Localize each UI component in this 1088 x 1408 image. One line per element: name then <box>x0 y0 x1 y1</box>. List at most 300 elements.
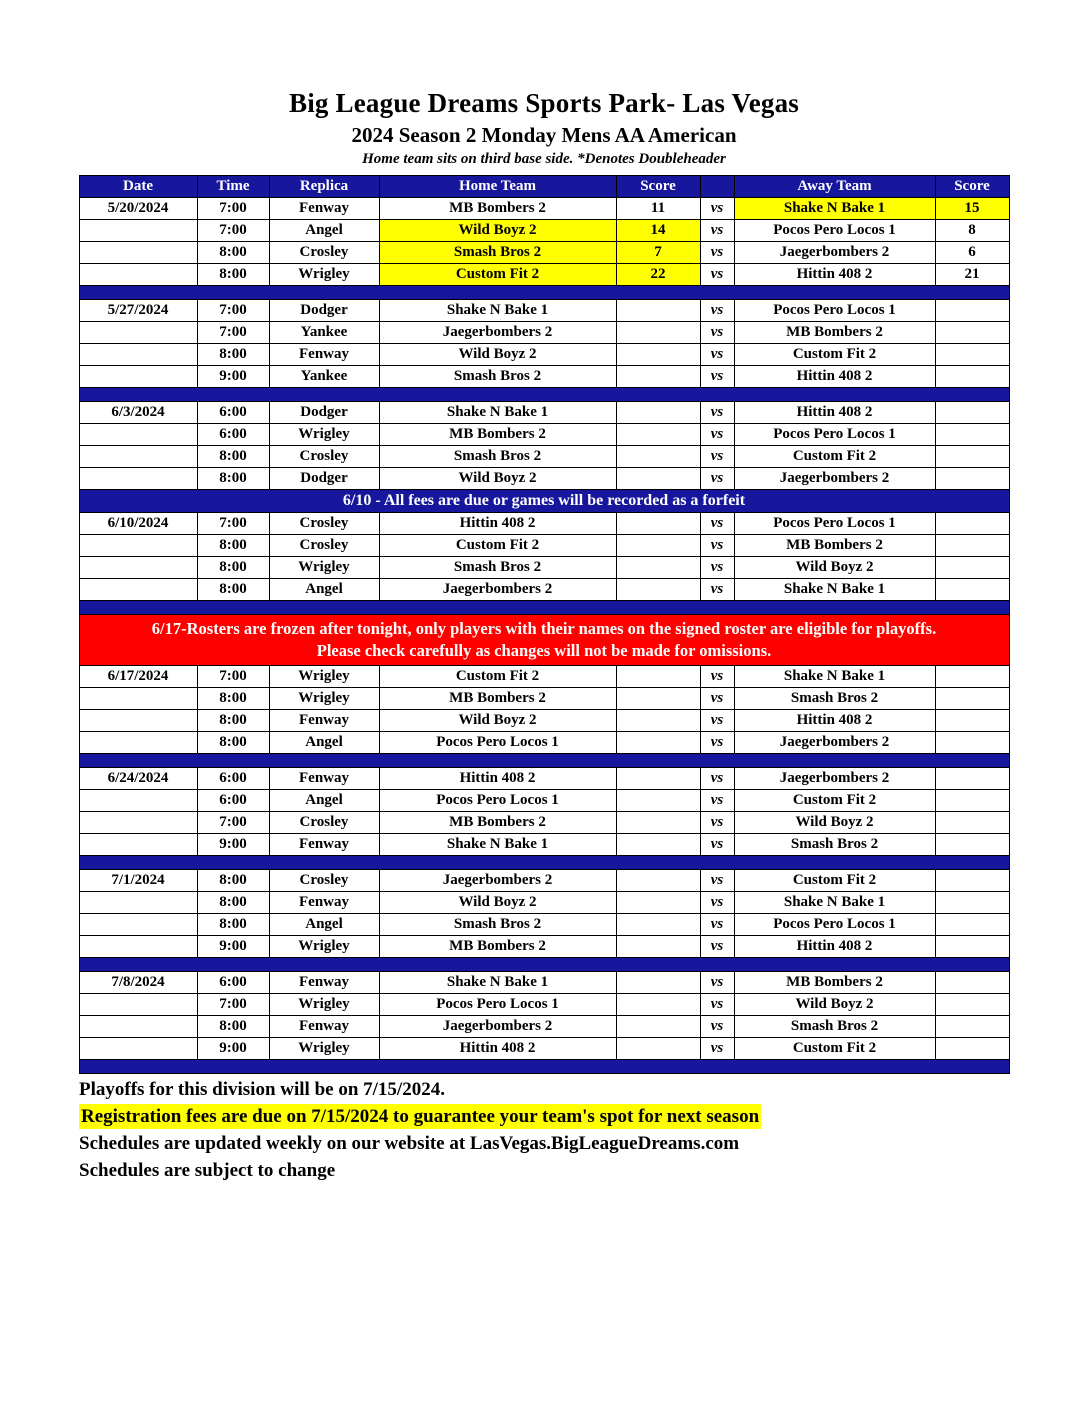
cell-time: 7:00 <box>197 198 269 220</box>
cell-date <box>79 710 197 732</box>
cell-replica: Fenway <box>269 1016 379 1038</box>
cell-vs: vs <box>700 914 734 936</box>
cell-home-score <box>616 468 700 490</box>
cell-time: 7:00 <box>197 994 269 1016</box>
spacer-row <box>79 856 1009 870</box>
cell-away-team: MB Bombers 2 <box>734 972 935 994</box>
spacer-row <box>79 388 1009 402</box>
cell-home-score: 22 <box>616 264 700 286</box>
cell-home-team: Wild Boyz 2 <box>379 220 616 242</box>
table-row <box>79 870 1009 892</box>
cell-date: 5/20/2024 <box>79 198 197 220</box>
cell-home-team: Hittin 408 2 <box>379 1038 616 1060</box>
cell-home-team: Jaegerbombers 2 <box>379 870 616 892</box>
cell-replica: Wrigley <box>269 936 379 958</box>
cell-home-score: 11 <box>616 198 700 220</box>
spacer-cell <box>79 754 1009 768</box>
cell-away-score <box>935 557 1009 579</box>
cell-time: 8:00 <box>197 732 269 754</box>
table-row <box>79 366 1009 388</box>
cell-away-team: Custom Fit 2 <box>734 344 935 366</box>
cell-home-team: Hittin 408 2 <box>379 768 616 790</box>
cell-away-team: Pocos Pero Locos 1 <box>734 914 935 936</box>
cell-time: 9:00 <box>197 834 269 856</box>
cell-home-score <box>616 688 700 710</box>
cell-date: 6/17/2024 <box>79 666 197 688</box>
cell-away-score <box>935 535 1009 557</box>
table-row <box>79 790 1009 812</box>
cell-home-team: MB Bombers 2 <box>379 936 616 958</box>
cell-home-score <box>616 666 700 688</box>
cell-away-score <box>935 892 1009 914</box>
cell-replica: Wrigley <box>269 1038 379 1060</box>
cell-replica: Wrigley <box>269 994 379 1016</box>
table-row <box>79 936 1009 958</box>
cell-date <box>79 557 197 579</box>
cell-date <box>79 424 197 446</box>
cell-home-team: Smash Bros 2 <box>379 242 616 264</box>
cell-vs: vs <box>700 513 734 535</box>
table-row <box>79 688 1009 710</box>
table-row <box>79 579 1009 601</box>
cell-vs: vs <box>700 732 734 754</box>
cell-time: 8:00 <box>197 870 269 892</box>
cell-date <box>79 1038 197 1060</box>
cell-away-team: Wild Boyz 2 <box>734 994 935 1016</box>
cell-away-score <box>935 834 1009 856</box>
cell-replica: Wrigley <box>269 666 379 688</box>
cell-home-team: Custom Fit 2 <box>379 264 616 286</box>
cell-away-team: Pocos Pero Locos 1 <box>734 220 935 242</box>
spacer-cell <box>79 601 1009 615</box>
table-row <box>79 768 1009 790</box>
cell-away-team: Shake N Bake 1 <box>734 579 935 601</box>
cell-away-score <box>935 812 1009 834</box>
cell-vs: vs <box>700 557 734 579</box>
cell-replica: Fenway <box>269 768 379 790</box>
cell-away-team: Smash Bros 2 <box>734 834 935 856</box>
cell-away-score <box>935 468 1009 490</box>
cell-vs: vs <box>700 870 734 892</box>
cell-home-team: Smash Bros 2 <box>379 446 616 468</box>
cell-home-score <box>616 936 700 958</box>
cell-time: 7:00 <box>197 513 269 535</box>
cell-away-team: Pocos Pero Locos 1 <box>734 424 935 446</box>
cell-vs: vs <box>700 242 734 264</box>
cell-replica: Fenway <box>269 892 379 914</box>
cell-date <box>79 732 197 754</box>
cell-home-score <box>616 300 700 322</box>
alert-banner-row <box>79 615 1009 666</box>
table-row <box>79 710 1009 732</box>
cell-home-team: Custom Fit 2 <box>379 535 616 557</box>
cell-date <box>79 994 197 1016</box>
table-row <box>79 220 1009 242</box>
cell-away-team: Jaegerbombers 2 <box>734 242 935 264</box>
spacer-cell <box>79 958 1009 972</box>
cell-time: 7:00 <box>197 812 269 834</box>
table-body <box>79 198 1009 1074</box>
cell-time: 9:00 <box>197 1038 269 1060</box>
cell-date <box>79 220 197 242</box>
cell-vs: vs <box>700 264 734 286</box>
cell-away-team: Wild Boyz 2 <box>734 812 935 834</box>
cell-date <box>79 264 197 286</box>
cell-home-score <box>616 366 700 388</box>
cell-home-score <box>616 535 700 557</box>
cell-vs: vs <box>700 402 734 424</box>
cell-time: 8:00 <box>197 446 269 468</box>
cell-date: 6/10/2024 <box>79 513 197 535</box>
column-header-away-team: Away Team <box>734 176 935 198</box>
cell-vs: vs <box>700 994 734 1016</box>
cell-vs: vs <box>700 300 734 322</box>
schedule-table <box>79 175 1010 1074</box>
cell-home-team: Jaegerbombers 2 <box>379 579 616 601</box>
table-row <box>79 666 1009 688</box>
cell-replica: Dodger <box>269 402 379 424</box>
cell-vs: vs <box>700 768 734 790</box>
cell-away-score: 21 <box>935 264 1009 286</box>
cell-vs: vs <box>700 972 734 994</box>
spacer-row <box>79 754 1009 768</box>
cell-home-score <box>616 768 700 790</box>
cell-home-team: Wild Boyz 2 <box>379 344 616 366</box>
table-row <box>79 972 1009 994</box>
cell-date <box>79 790 197 812</box>
cell-time: 8:00 <box>197 688 269 710</box>
cell-date <box>79 242 197 264</box>
cell-away-team: Custom Fit 2 <box>734 1038 935 1060</box>
cell-away-score <box>935 322 1009 344</box>
cell-vs: vs <box>700 366 734 388</box>
cell-vs: vs <box>700 892 734 914</box>
cell-replica: Fenway <box>269 710 379 732</box>
cell-away-team: MB Bombers 2 <box>734 322 935 344</box>
cell-away-score <box>935 710 1009 732</box>
table-row <box>79 300 1009 322</box>
table-row <box>79 1038 1009 1060</box>
table-row <box>79 994 1009 1016</box>
cell-time: 8:00 <box>197 557 269 579</box>
footer-website: Schedules are updated weekly on our website at LasVegas.BigLeagueDreams.com <box>79 1133 740 1154</box>
cell-away-team: Smash Bros 2 <box>734 688 935 710</box>
cell-home-team: Smash Bros 2 <box>379 557 616 579</box>
cell-home-team: MB Bombers 2 <box>379 198 616 220</box>
cell-away-team: Pocos Pero Locos 1 <box>734 300 935 322</box>
cell-away-score <box>935 936 1009 958</box>
cell-home-team: MB Bombers 2 <box>379 688 616 710</box>
cell-home-team: Jaegerbombers 2 <box>379 1016 616 1038</box>
column-header-replica: Replica <box>269 176 379 198</box>
table-row <box>79 402 1009 424</box>
cell-home-score <box>616 972 700 994</box>
table-row <box>79 1016 1009 1038</box>
cell-time: 8:00 <box>197 1016 269 1038</box>
column-header-vs <box>700 176 734 198</box>
cell-replica: Crosley <box>269 812 379 834</box>
spacer-cell <box>79 388 1009 402</box>
cell-date: 7/8/2024 <box>79 972 197 994</box>
cell-away-team: MB Bombers 2 <box>734 535 935 557</box>
column-header-date: Date <box>79 176 197 198</box>
column-header-home-score: Score <box>616 176 700 198</box>
cell-time: 6:00 <box>197 424 269 446</box>
cell-away-team: Hittin 408 2 <box>734 710 935 732</box>
cell-home-team: Wild Boyz 2 <box>379 468 616 490</box>
cell-replica: Angel <box>269 790 379 812</box>
column-header-away-score: Score <box>935 176 1009 198</box>
cell-away-team: Shake N Bake 1 <box>734 892 935 914</box>
table-row <box>79 535 1009 557</box>
cell-away-score <box>935 579 1009 601</box>
cell-away-team: Hittin 408 2 <box>734 402 935 424</box>
cell-date <box>79 446 197 468</box>
cell-home-team: Custom Fit 2 <box>379 666 616 688</box>
cell-date <box>79 344 197 366</box>
cell-away-score <box>935 972 1009 994</box>
cell-away-score <box>935 914 1009 936</box>
cell-replica: Fenway <box>269 344 379 366</box>
cell-replica: Fenway <box>269 198 379 220</box>
cell-date: 5/27/2024 <box>79 300 197 322</box>
cell-home-score <box>616 870 700 892</box>
cell-away-team: Pocos Pero Locos 1 <box>734 513 935 535</box>
cell-away-team: Wild Boyz 2 <box>734 557 935 579</box>
cell-home-team: Shake N Bake 1 <box>379 834 616 856</box>
cell-vs: vs <box>700 535 734 557</box>
cell-time: 6:00 <box>197 402 269 424</box>
cell-date <box>79 579 197 601</box>
table-row <box>79 264 1009 286</box>
spacer-row <box>79 958 1009 972</box>
cell-home-score <box>616 994 700 1016</box>
cell-away-score <box>935 732 1009 754</box>
table-header-row <box>79 176 1009 198</box>
cell-home-score <box>616 446 700 468</box>
cell-time: 8:00 <box>197 242 269 264</box>
cell-away-team: Jaegerbombers 2 <box>734 732 935 754</box>
notice-banner-row <box>79 490 1009 513</box>
cell-replica: Angel <box>269 579 379 601</box>
cell-vs: vs <box>700 446 734 468</box>
alert-banner-text: 6/17-Rosters are frozen after tonight, only players with their names on the signed roster are eligible for playoffs. Please check carefully as changes will not be made for omissions. <box>79 615 1009 666</box>
spacer-row <box>79 286 1009 300</box>
table-row <box>79 198 1009 220</box>
table-row <box>79 513 1009 535</box>
spacer-row <box>79 601 1009 615</box>
cell-date <box>79 892 197 914</box>
cell-away-team: Shake N Bake 1 <box>734 666 935 688</box>
cell-home-team: Pocos Pero Locos 1 <box>379 994 616 1016</box>
cell-away-score <box>935 870 1009 892</box>
cell-vs: vs <box>700 1016 734 1038</box>
cell-away-score <box>935 366 1009 388</box>
cell-home-score <box>616 579 700 601</box>
cell-vs: vs <box>700 710 734 732</box>
cell-away-score <box>935 513 1009 535</box>
cell-home-score: 14 <box>616 220 700 242</box>
table-row <box>79 892 1009 914</box>
table-row <box>79 424 1009 446</box>
spacer-row <box>79 1060 1009 1074</box>
table-row <box>79 468 1009 490</box>
cell-time: 7:00 <box>197 220 269 242</box>
cell-home-team: Shake N Bake 1 <box>379 300 616 322</box>
cell-replica: Crosley <box>269 870 379 892</box>
cell-home-team: Wild Boyz 2 <box>379 710 616 732</box>
cell-home-team: MB Bombers 2 <box>379 424 616 446</box>
cell-vs: vs <box>700 468 734 490</box>
footer-playoffs: Playoffs for this division will be on 7/15/2024. <box>79 1079 445 1100</box>
cell-vs: vs <box>700 322 734 344</box>
cell-date: 7/1/2024 <box>79 870 197 892</box>
cell-away-score <box>935 768 1009 790</box>
cell-away-team: Custom Fit 2 <box>734 790 935 812</box>
footer-notes <box>79 1077 1009 1183</box>
cell-away-score <box>935 666 1009 688</box>
cell-time: 8:00 <box>197 710 269 732</box>
cell-away-score: 15 <box>935 198 1009 220</box>
cell-away-score: 6 <box>935 242 1009 264</box>
cell-home-team: Smash Bros 2 <box>379 914 616 936</box>
cell-date <box>79 688 197 710</box>
cell-replica: Angel <box>269 914 379 936</box>
table-row <box>79 557 1009 579</box>
cell-home-team: Smash Bros 2 <box>379 366 616 388</box>
cell-home-team: Jaegerbombers 2 <box>379 322 616 344</box>
cell-time: 8:00 <box>197 468 269 490</box>
cell-replica: Wrigley <box>269 424 379 446</box>
table-row <box>79 344 1009 366</box>
cell-away-team: Shake N Bake 1 <box>734 198 935 220</box>
cell-time: 8:00 <box>197 264 269 286</box>
table-row <box>79 446 1009 468</box>
cell-home-score <box>616 914 700 936</box>
cell-replica: Angel <box>269 220 379 242</box>
cell-date: 6/3/2024 <box>79 402 197 424</box>
cell-vs: vs <box>700 688 734 710</box>
cell-replica: Wrigley <box>269 264 379 286</box>
cell-time: 7:00 <box>197 322 269 344</box>
cell-away-score <box>935 424 1009 446</box>
cell-time: 6:00 <box>197 768 269 790</box>
table-row <box>79 242 1009 264</box>
cell-replica: Crosley <box>269 446 379 468</box>
cell-home-team: Shake N Bake 1 <box>379 972 616 994</box>
cell-replica: Dodger <box>269 468 379 490</box>
cell-home-score <box>616 1016 700 1038</box>
cell-replica: Yankee <box>269 322 379 344</box>
cell-replica: Fenway <box>269 834 379 856</box>
cell-vs: vs <box>700 220 734 242</box>
cell-away-score <box>935 994 1009 1016</box>
cell-home-score <box>616 1038 700 1060</box>
cell-away-team: Hittin 408 2 <box>734 264 935 286</box>
spacer-cell <box>79 286 1009 300</box>
cell-vs: vs <box>700 834 734 856</box>
cell-time: 8:00 <box>197 344 269 366</box>
page-subtitle: 2024 Season 2 Monday Mens AA American <box>351 123 737 147</box>
cell-home-score <box>616 892 700 914</box>
cell-vs: vs <box>700 1038 734 1060</box>
column-header-home-team: Home Team <box>379 176 616 198</box>
column-header-time: Time <box>197 176 269 198</box>
cell-date: 6/24/2024 <box>79 768 197 790</box>
cell-replica: Crosley <box>269 535 379 557</box>
cell-vs: vs <box>700 790 734 812</box>
cell-home-team: Pocos Pero Locos 1 <box>379 790 616 812</box>
cell-home-score: 7 <box>616 242 700 264</box>
cell-away-team: Custom Fit 2 <box>734 446 935 468</box>
cell-time: 8:00 <box>197 914 269 936</box>
cell-home-team: Wild Boyz 2 <box>379 892 616 914</box>
cell-date <box>79 914 197 936</box>
cell-home-score <box>616 812 700 834</box>
cell-vs: vs <box>700 579 734 601</box>
table-row <box>79 732 1009 754</box>
cell-time: 7:00 <box>197 666 269 688</box>
page-note: Home team sits on third base side. *Denotes Doubleheader <box>362 151 726 167</box>
cell-time: 8:00 <box>197 579 269 601</box>
cell-time: 6:00 <box>197 972 269 994</box>
cell-home-score <box>616 790 700 812</box>
cell-home-score <box>616 402 700 424</box>
footer-subject-to-change: Schedules are subject to change <box>79 1160 336 1181</box>
cell-vs: vs <box>700 936 734 958</box>
cell-away-score: 8 <box>935 220 1009 242</box>
cell-date <box>79 535 197 557</box>
cell-replica: Dodger <box>269 300 379 322</box>
cell-home-score <box>616 557 700 579</box>
footer-registration: Registration fees are due on 7/15/2024 to guarantee your team's spot for next season <box>81 1106 760 1127</box>
table-row <box>79 812 1009 834</box>
cell-home-team: Hittin 408 2 <box>379 513 616 535</box>
cell-date <box>79 1016 197 1038</box>
cell-home-team: Pocos Pero Locos 1 <box>379 732 616 754</box>
table-row <box>79 914 1009 936</box>
cell-replica: Crosley <box>269 513 379 535</box>
cell-vs: vs <box>700 666 734 688</box>
cell-time: 9:00 <box>197 936 269 958</box>
cell-replica: Wrigley <box>269 557 379 579</box>
cell-time: 8:00 <box>197 892 269 914</box>
cell-away-team: Hittin 408 2 <box>734 366 935 388</box>
cell-replica: Fenway <box>269 972 379 994</box>
cell-time: 7:00 <box>197 300 269 322</box>
cell-home-score <box>616 322 700 344</box>
cell-away-score <box>935 790 1009 812</box>
cell-home-team: MB Bombers 2 <box>379 812 616 834</box>
cell-home-score <box>616 344 700 366</box>
cell-away-score <box>935 402 1009 424</box>
cell-away-team: Custom Fit 2 <box>734 870 935 892</box>
cell-away-score <box>935 1038 1009 1060</box>
cell-away-score <box>935 344 1009 366</box>
page-title: Big League Dreams Sports Park- Las Vegas <box>288 88 800 118</box>
cell-home-score <box>616 834 700 856</box>
cell-home-team: Shake N Bake 1 <box>379 402 616 424</box>
cell-vs: vs <box>700 424 734 446</box>
cell-home-score <box>616 710 700 732</box>
table-row <box>79 834 1009 856</box>
cell-away-team: Hittin 408 2 <box>734 936 935 958</box>
cell-away-score <box>935 446 1009 468</box>
cell-date <box>79 322 197 344</box>
cell-away-team: Smash Bros 2 <box>734 1016 935 1038</box>
cell-date <box>79 936 197 958</box>
cell-home-score <box>616 424 700 446</box>
